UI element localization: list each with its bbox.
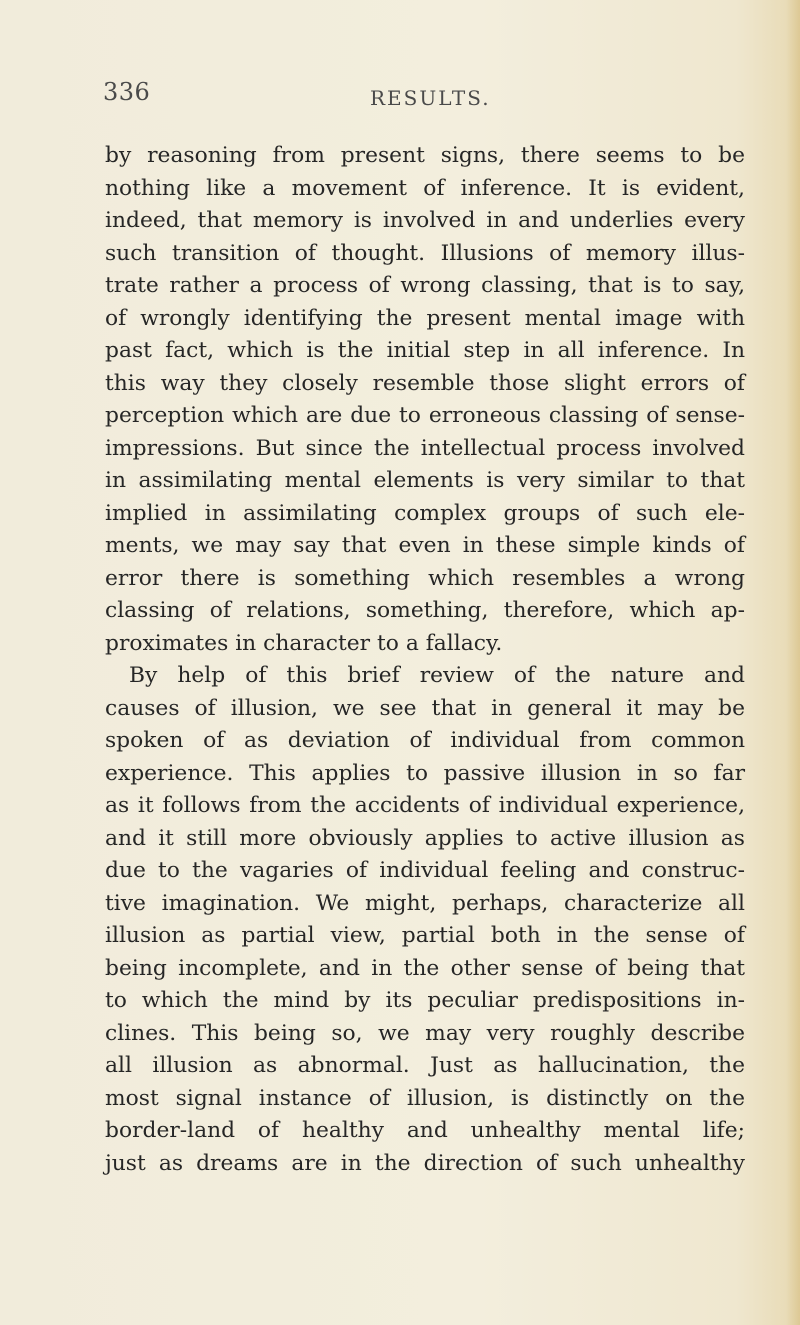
text-line: most signal instance of illusion, is distinctly on the <box>105 1085 745 1111</box>
text-line: illusion as partial view, partial both in the sense of <box>105 923 745 948</box>
text-line: by reasoning from present signs, there seems to be <box>105 143 745 168</box>
text-line: this way they closely resemble those slight errors of <box>105 370 745 396</box>
text-line: such transition of thought. Illusions of memory illus- <box>105 240 745 266</box>
text-line: due to the vagaries of individual feeling and construc- <box>105 858 745 883</box>
page-number: 336 <box>103 78 151 106</box>
text-line: indeed, that memory is involved in and underlies every <box>105 208 745 233</box>
text-line: border-land of healthy and unhealthy mental life; <box>105 1118 745 1143</box>
text-line: in assimilating mental elements is very similar to that <box>105 468 745 493</box>
text-line: just as dreams are in the direction of such unhealthy <box>105 1150 745 1176</box>
paragraph-start-line: By help of this brief review of the nature and <box>129 663 745 688</box>
text-line: experience. This applies to passive illusion in so far <box>105 760 745 786</box>
text-line: classing of relations, something, therefore, which ap- <box>105 598 745 623</box>
text-line: as it follows from the accidents of individual experience, <box>105 793 745 818</box>
text-line: of wrongly identifying the present mental image with <box>105 305 745 331</box>
text-line: spoken of as deviation of individual from common <box>105 728 745 753</box>
text-line: past fact, which is the initial step in all inference. In <box>105 338 745 363</box>
running-head: RESULTS. <box>370 86 491 110</box>
page-edge-shadow <box>786 0 800 1325</box>
text-line: ments, we may say that even in these simple kinds of <box>105 533 745 558</box>
text-line: error there is something which resembles a wrong <box>105 565 745 591</box>
text-line: all illusion as abnormal. Just as hallucination, the <box>105 1053 745 1078</box>
text-line: trate rather a process of wrong classing, that is to say, <box>105 273 745 298</box>
text-line: nothing like a movement of inference. It is evident, <box>105 175 745 201</box>
text-line: being incomplete, and in the other sense of being that <box>105 955 745 981</box>
text-line: perception which are due to erroneous classing of sense- <box>105 403 745 428</box>
body-text <box>105 140 745 1180</box>
text-line: to which the mind by its peculiar predispositions in- <box>105 988 745 1013</box>
text-line: tive imagination. We might, perhaps, characterize all <box>105 890 745 916</box>
text-line: clines. This being so, we may very roughly describe <box>105 1020 745 1046</box>
text-line: and it still more obviously applies to active illusion as <box>105 825 745 851</box>
page-header <box>0 78 800 118</box>
text-line: impressions. But since the intellectual process involved <box>105 435 745 461</box>
paragraph-end-line: proximates in character to a fallacy. <box>105 630 503 656</box>
text-line: causes of illusion, we see that in general it may be <box>105 695 745 721</box>
text-line: implied in assimilating complex groups of such ele- <box>105 500 745 526</box>
